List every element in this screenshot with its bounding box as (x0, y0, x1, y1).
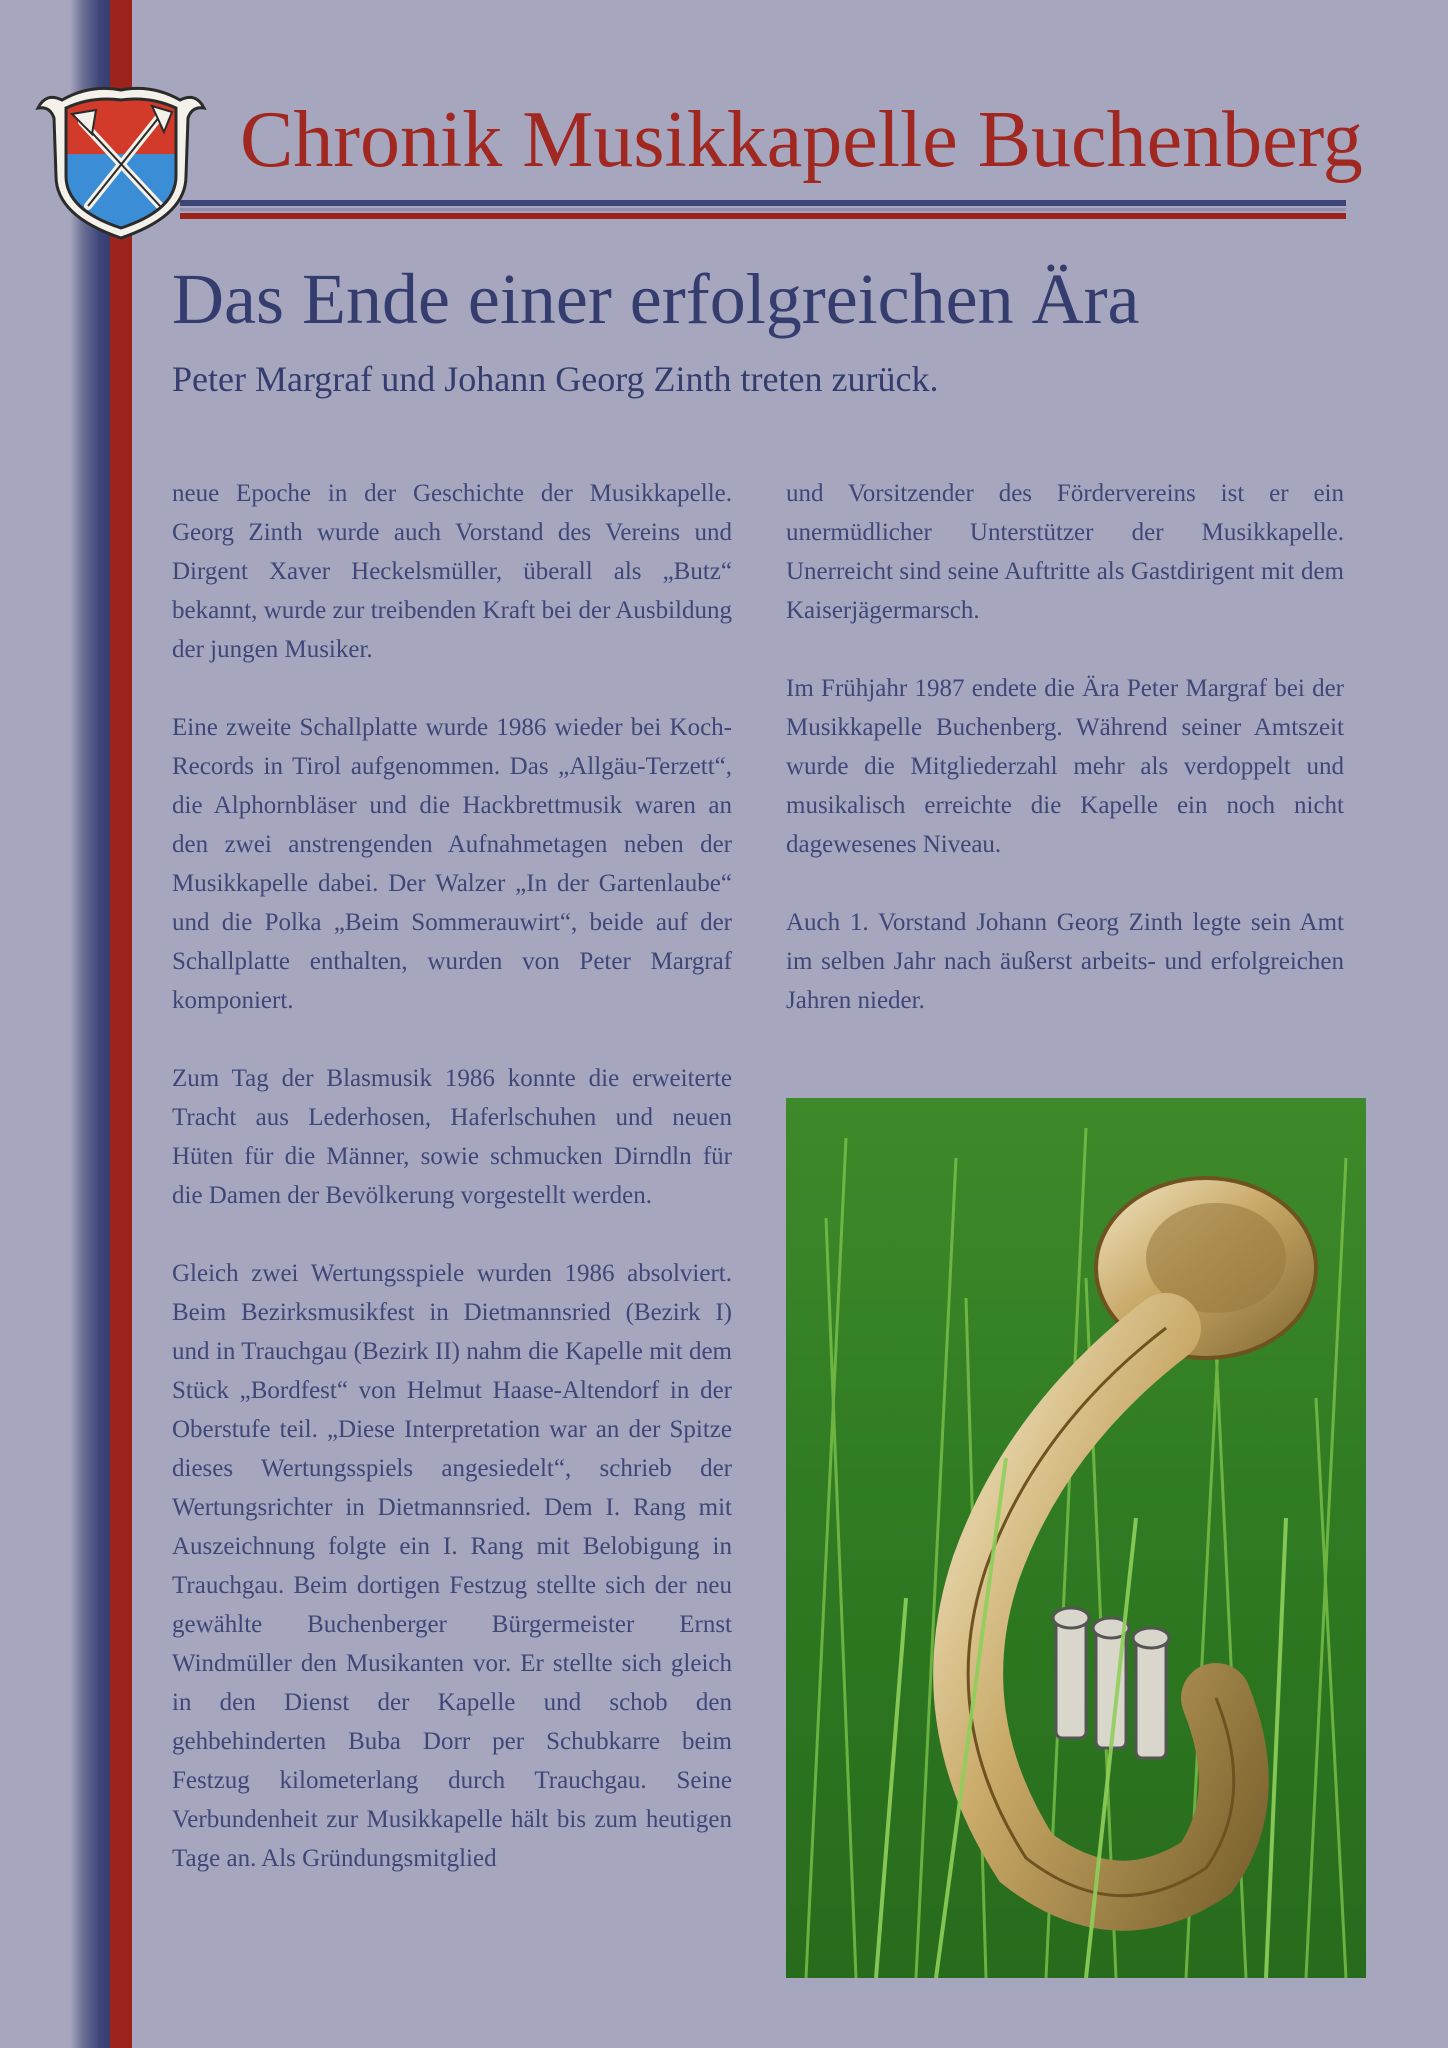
left-red-stripe (110, 0, 132, 2048)
left-blue-stripe (70, 0, 110, 2048)
article-subheadline: Peter Margraf und Johann Georg Zinth treten zurück. (172, 359, 939, 399)
article-column-right (786, 474, 1344, 1059)
paragraph: Eine zweite Schallplatte wurde 1986 wieder bei Koch-Records in Tirol aufgenommen. Das „Allgäu-Terzett“, die Alphornbläser und die Hackbrettmusik waren an den zwei anstrengenden Aufnahmetagen neben der Musikkapelle dabei. Der Walzer „In der Gartenlaube“ und die Polka „Beim Sommerauwirt“, beide auf der Schallplatte enthalten, wurden von Peter Margraf komponiert. (172, 714, 732, 1014)
page-title: Chronik Musikkapelle Buchenberg (240, 96, 1363, 184)
article-headline: Das Ende einer erfolgreichen Ära (172, 259, 1140, 339)
paragraph: Gleich zwei Wertungsspiele wurden 1986 absolviert. Beim Bezirksmusikfest in Dietmannsried (Bezirk I) und in Trauchgau (Bezirk II) nahm die Kapelle mit dem Stück „Bordfest“ von Helmut Haase-Altendorf in der Oberstufe teil. „Diese Interpretation war an der Spitze dieses Wertungsspiels angesiedelt“, schrieb der Wertungsrichter in Dietmannsried. Dem I. Rang mit Auszeichnung folgte ein I. Rang mit Belobigung in Trauchgau. Beim dortigen Festzug stellte sich der neu gewählte Buchenberger Bürgermeister Ernst Windmüller den Musikanten vor. Er stellte sich gleich in den Dienst der Kapelle und schob den gehbehinderten Buba Dorr per Schubkarre beim Festzug kilometerlang durch Trauchgau. Seine Verbundenheit zur Musikkapelle hält bis zum heutigen Tage an. Als Gründungsmitglied (172, 1260, 732, 1872)
paragraph: neue Epoche in der Geschichte der Musikkapelle. Georg Zinth wurde auch Vorstand des Vereins und Dirgent Xaver Heckelsmüller, überall als „Butz“ bekannt, wurde zur treibenden Kraft bei der Ausbildung der jungen Musiker. (172, 480, 732, 663)
title-divider (180, 200, 1346, 220)
paragraph: Zum Tag der Blasmusik 1986 konnte die erweiterte Tracht aus Lederhosen, Haferlschuhen und neuen Hüten für die Männer, sowie schmucken Dirndln für die Damen der Bevölkerung vorgestellt werden. (172, 1065, 732, 1209)
paragraph: Im Frühjahr 1987 endete die Ära Peter Margraf bei der Musikkapelle Buchenberg. Während seiner Amtszeit wurde die Mitgliederzahl mehr als verdoppelt und musikalisch erreichte die Kapelle ein noch nicht dagewesenes Niveau. (786, 675, 1344, 858)
brass-horn-in-grass-photo (786, 1098, 1366, 1978)
paragraph: und Vorsitzender des Fördervereins ist er ein unermüdlicher Unterstützer der Musikkapelle. Unerreicht sind seine Auftritte als Gastdirigent mit dem Kaiserjägermarsch. (786, 480, 1344, 624)
article-column-left (172, 474, 732, 1917)
paragraph: Auch 1. Vorstand Johann Georg Zinth legte sein Amt im selben Jahr nach äußerst arbeits- und erfolgreichen Jahren nieder. (786, 909, 1344, 1014)
